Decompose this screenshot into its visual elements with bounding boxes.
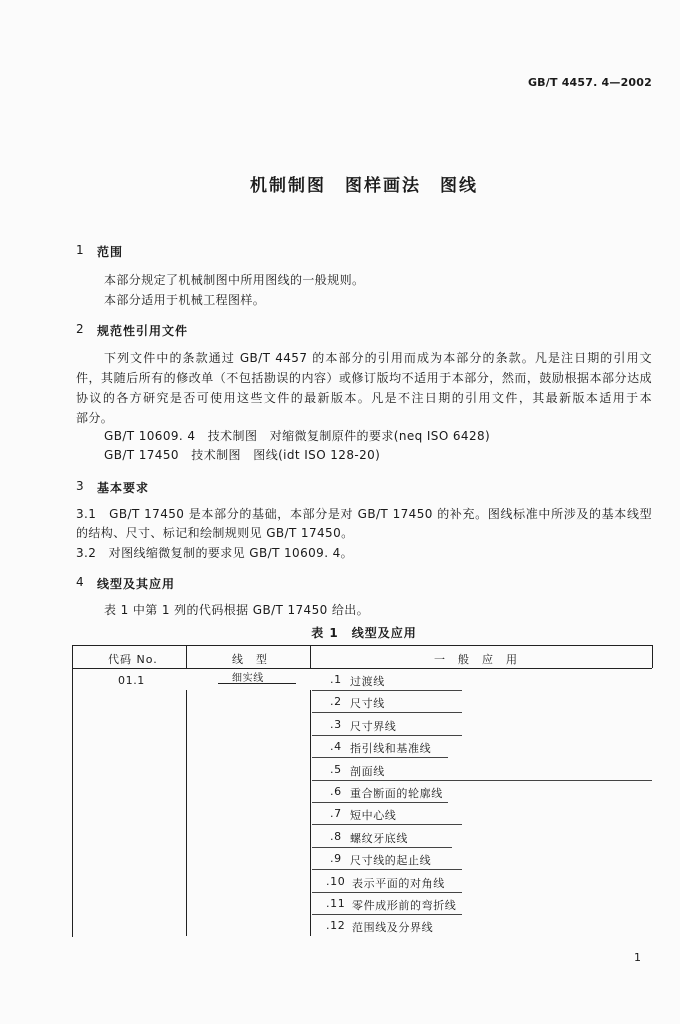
application-separator: [312, 914, 462, 915]
application-separator: [312, 690, 462, 691]
section-2-paragraph-line-3: 协议的各方研究是否可使用这些文件的最新版本。凡是不注日期的引用文件，其最新版本适用于本: [76, 391, 652, 405]
table-header-application: 一 般 应 用: [434, 653, 518, 666]
application-text: 范围线及分界线: [352, 921, 434, 935]
clause-3-2: 3.2 对图线缩微复制的要求见 GB/T 10609. 4。: [76, 546, 354, 560]
section-3-number: 3: [76, 479, 84, 493]
application-text: 零件成形前的弯折线: [352, 899, 457, 912]
section-2-paragraph-line-4: 部分。: [76, 411, 114, 425]
section-1-number: 1: [76, 243, 84, 257]
application-number: .5: [330, 762, 342, 776]
reference-2: GB/T 17450 技术制图 图线(idt ISO 128-20): [104, 448, 381, 462]
application-separator: [312, 847, 452, 848]
table-header-code: 代码 No.: [108, 653, 158, 666]
application-number: .2: [330, 695, 342, 709]
section-1-line-1: 本部分规定了机械制图中所用图线的一般规则。: [104, 273, 365, 287]
application-number: .8: [330, 829, 342, 843]
section-2-heading: 规范性引用文件: [97, 324, 189, 338]
section-2-paragraph-line-1: 下列文件中的条款通过 GB/T 4457 的本部分的引用而成为本部分的条款。凡是注日期的引用文: [104, 351, 652, 365]
table-cell-line-type: 细实线: [232, 673, 264, 684]
section-4-number: 4: [76, 575, 84, 589]
application-separator: [312, 802, 448, 803]
application-number: .6: [330, 785, 342, 798]
application-number: .7: [330, 807, 342, 821]
section-1-line-2: 本部分适用于机械工程图样。: [104, 293, 266, 307]
application-separator: [312, 780, 652, 781]
table-caption: 表 1 线型及应用: [311, 626, 417, 640]
table-column-divider-1: [186, 690, 187, 936]
table-top-border: [72, 645, 652, 646]
application-separator: [312, 824, 462, 825]
page-title: 机制制图 图样画法 图线: [250, 176, 478, 196]
application-separator: [312, 869, 462, 870]
application-number: .11: [326, 897, 346, 910]
page-number: 1: [634, 951, 641, 964]
reference-1: GB/T 10609. 4 技术制图 对缩微复制原件的要求(neq ISO 6428): [104, 429, 491, 443]
application-number: .4: [330, 740, 342, 754]
standard-number: GB/T 4457. 4—2002: [527, 76, 652, 89]
application-text: 指引线和基准线: [350, 742, 432, 756]
application-separator: [312, 757, 448, 758]
application-separator: [312, 735, 462, 736]
application-text: 尺寸线: [350, 697, 385, 711]
section-4-heading: 线型及其应用: [97, 577, 176, 591]
table-header-line-type: 线 型: [232, 653, 268, 666]
table-header-divider-2: [310, 645, 311, 668]
application-separator: [312, 712, 462, 713]
clause-3-1-line-2: 的结构、尺寸、标记和绘制规则见 GB/T 17450。: [76, 526, 354, 540]
application-text: 重合断面的轮廓线: [350, 787, 443, 800]
application-number: .1: [330, 673, 342, 686]
application-text: 尺寸界线: [350, 719, 397, 733]
table-left-border: [72, 645, 73, 937]
section-4-intro: 表 1 中第 1 列的代码根据 GB/T 17450 给出。: [104, 603, 370, 617]
application-text: 短中心线: [350, 809, 397, 823]
section-3-heading: 基本要求: [97, 481, 150, 495]
application-text: 螺纹牙底线: [350, 831, 408, 845]
application-text: 过渡线: [350, 675, 385, 688]
section-1-heading: 范围: [97, 245, 124, 259]
table-column-divider-2: [310, 690, 311, 936]
application-text: 剖面线: [350, 764, 385, 778]
section-2-paragraph-line-2: 件，其随后所有的修改单（不包括勘误的内容）或修订版均不适用于本部分，然而，鼓励根据本部分达成: [76, 371, 652, 385]
thin-solid-line-sample: [218, 683, 296, 684]
application-number: .3: [330, 717, 342, 731]
table-header-bottom-border: [72, 668, 652, 669]
section-2-number: 2: [76, 322, 84, 336]
application-number: .12: [326, 919, 346, 933]
application-number: .10: [326, 874, 346, 888]
table-header-divider-1: [186, 645, 187, 668]
table-right-border: [652, 645, 653, 668]
application-text: 表示平面的对角线: [352, 876, 445, 890]
table-cell-code: 01.1: [118, 674, 145, 687]
application-separator: [312, 892, 462, 893]
clause-3-1-line-1: 3.1 GB/T 17450 是本部分的基础，本部分是对 GB/T 17450 的补充。图线标准中所涉及的基本线型: [76, 507, 652, 521]
application-text: 尺寸线的起止线: [350, 854, 432, 868]
application-number: .9: [330, 852, 342, 866]
